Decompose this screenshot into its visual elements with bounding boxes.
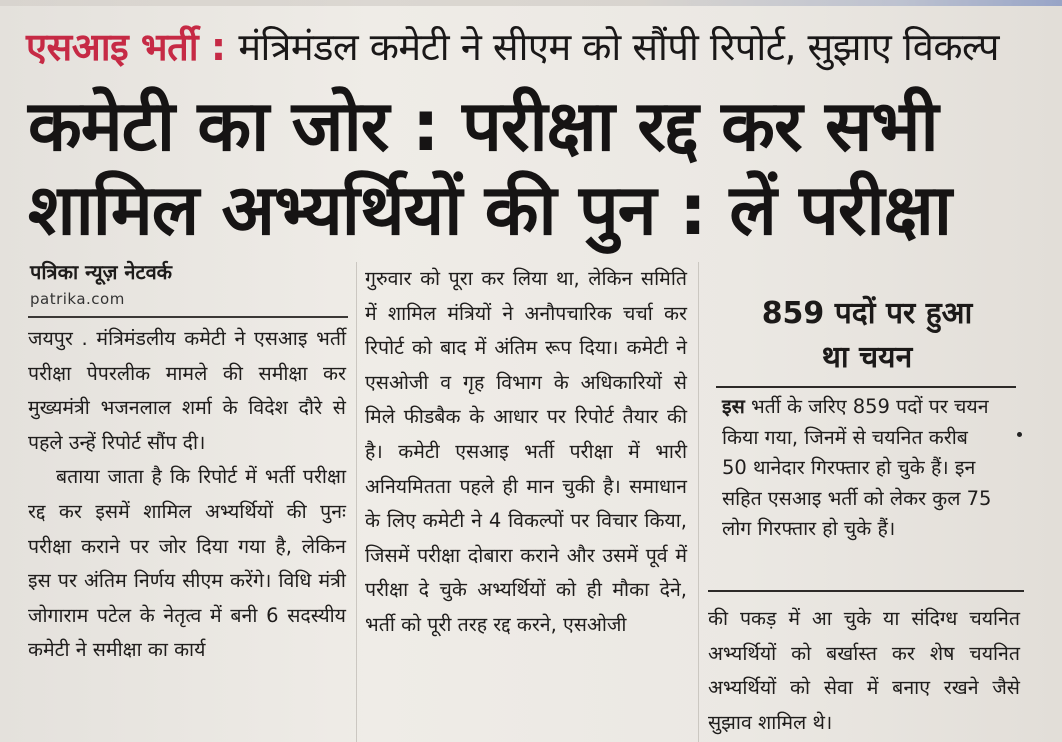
headline-line-2: शामिल अभ्यर्थियों की पुन : लें परीक्षा bbox=[28, 169, 951, 251]
headline-line-1: कमेटी का जोर : परीक्षा रद्द कर सभी bbox=[28, 85, 938, 167]
box-lead-word: इस bbox=[722, 395, 745, 418]
column2-paragraph: गुरुवार को पूरा कर लिया था, लेकिन समिति में शामिल मंत्रियों ने अनौपचारिक चर्चा कर रिपोर्ट को बाद में अंतिम रूप दिया। कमेटी ने एसओजी व गृह विभाग के अधिकारियों से मिले फीडबैक के आधार पर रिपोर्ट तैयार की है। कमेटी एसआइ भर्ती परीक्षा में भारी अनियमितता पहले ही मान चुकी है। समाधान के लिए कमेटी ने 4 विकल्पों पर विचार किया, जिसमें परीक्षा दोबारा कराने और उसमें पूर्व में परीक्षा दे चुके अभ्यर्थियों को ही मौका देने, भर्ती को पूरी तरह रद्द करने, एसओजी bbox=[365, 267, 687, 636]
top-edge bbox=[0, 0, 1062, 6]
box-title-line-1: 859 पदों पर हुआ bbox=[761, 296, 973, 331]
column3-paragraph: की पकड़ में आ चुके या संदिग्ध चयनित अभ्यर्थियों को बर्खास्त कर शेष चयनित अभ्यर्थियों को सेवा में बनाए रखने जैसे सुझाव शामिल थे। bbox=[708, 607, 1020, 734]
kicker-text: मंत्रिमंडल कमेटी ने सीएम को सौंपी रिपोर्ट, सुझाए विकल्प bbox=[238, 25, 999, 69]
sidebar-box-title bbox=[722, 292, 1012, 380]
sidebar-box-text bbox=[722, 392, 992, 545]
byline-rule bbox=[28, 316, 348, 318]
column-divider bbox=[698, 262, 699, 742]
box-title-line-2: था चयन bbox=[821, 340, 913, 375]
box-title-rule bbox=[716, 386, 1016, 388]
column1-paragraph-1: जयपुर . मंत्रिमंडलीय कमेटी ने एसआइ भर्ती परीक्षा पेपरलीक मामले की समीक्षा कर मुख्यमंत्री भजनलाल शर्मा के विदेश दौरे से पहले उन्हें रिपोर्ट सौंप दी। bbox=[28, 327, 346, 454]
article-column-2 bbox=[365, 262, 687, 643]
byline: पत्रिका न्यूज़ नेटवर्क bbox=[30, 260, 173, 284]
kicker-line bbox=[26, 22, 1046, 72]
website: patrika.com bbox=[30, 290, 125, 308]
column-divider bbox=[356, 262, 357, 742]
column1-paragraph-2: बताया जाता है कि रिपोर्ट में भर्ती परीक्षा रद्द कर इसमें शामिल अभ्यर्थियों की पुनः परीक्षा कराने पर जोर दिया गया है, लेकिन इस पर अंतिम निर्णय सीएम करेंगे। विधि मंत्री जोगाराम पटेल के नेतृत्व में बनी 6 सदस्यीय कमेटी ने समीक्षा का कार्य bbox=[28, 465, 346, 662]
article-column-3 bbox=[708, 602, 1020, 740]
ink-dot bbox=[1017, 432, 1022, 437]
article-column-1 bbox=[28, 322, 346, 668]
box-bottom-rule bbox=[708, 590, 1024, 592]
box-body: भर्ती के जरिए 859 पदों पर चयन किया गया, जिनमें से चयनित करीब 50 थानेदार गिरफ्तार हो चुके हैं। इन सहित एसआइ भर्ती को लेकर कुल 75 लोग गिरफ्तार हो चुके हैं। bbox=[722, 395, 992, 540]
kicker-label: एसआइ भर्ती : bbox=[26, 25, 226, 69]
